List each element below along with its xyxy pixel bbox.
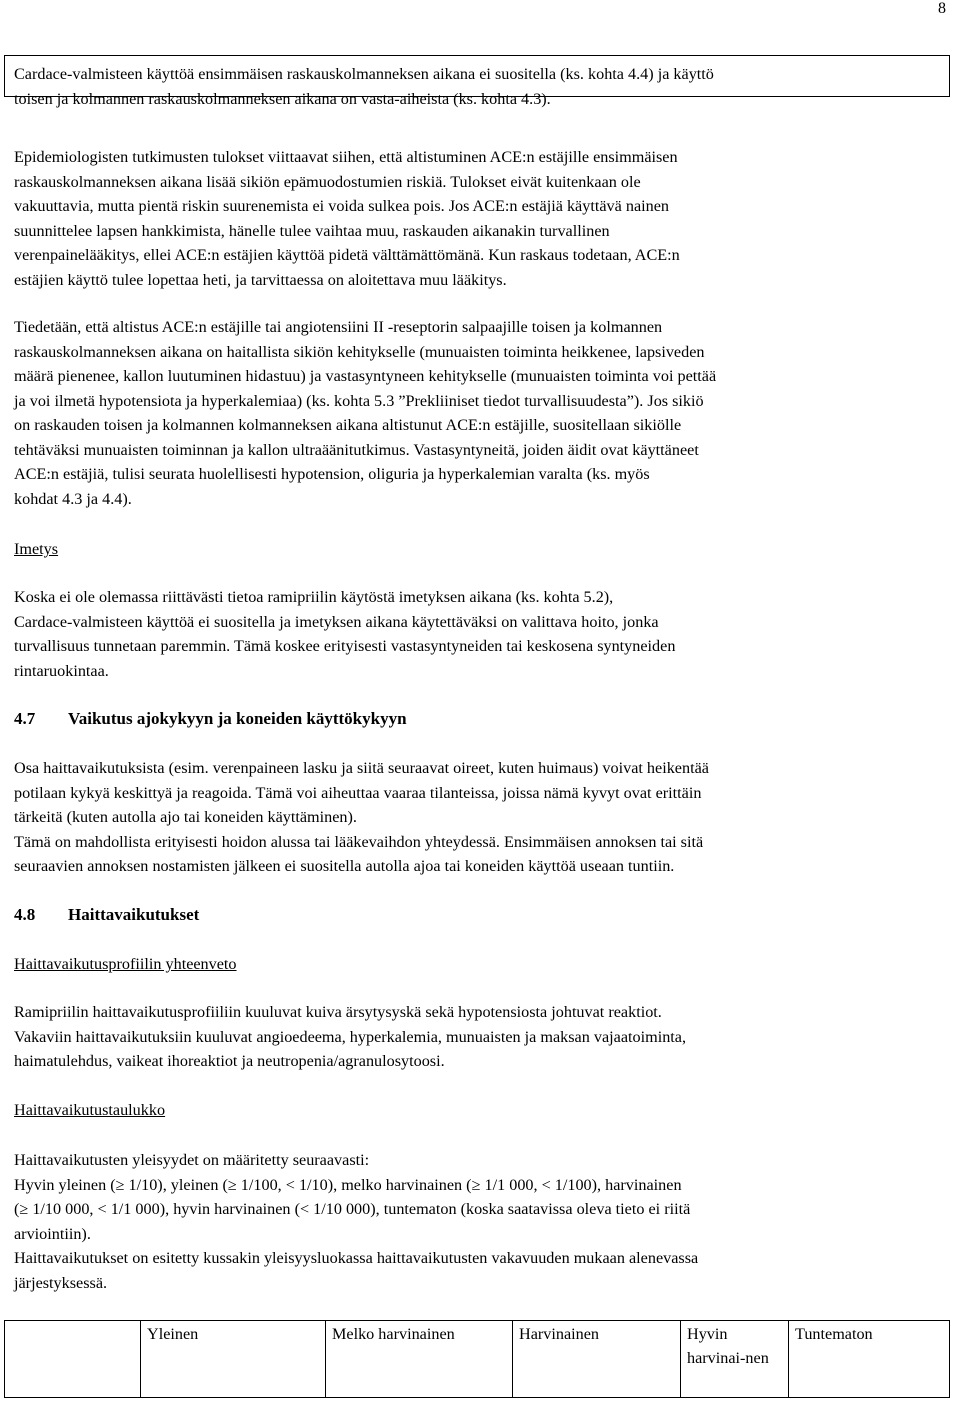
text-line: Epidemiologisten tutkimusten tulokset viittaavat siihen, että altistuminen ACE:n estäjille ensimmäisen <box>14 148 678 166</box>
text-line: Tiedetään, että altistus ACE:n estäjille tai angiotensiini II -reseptorin salpaajille toisen ja kolmannen <box>14 318 663 336</box>
text-line: rintaruokintaa. <box>14 661 109 680</box>
text-line: kohdat 4.3 ja 4.4). <box>14 489 132 508</box>
text-line: Tämä on mahdollista erityisesti hoidon alussa tai lääkevaihdon yhteydessä. Ensimmäisen annoksen tai sitä <box>14 832 704 851</box>
box-line: toisen ja kolmannen raskauskolmanneksen aikana on vasta-aiheista (ks. kohta 4.3). <box>14 89 551 108</box>
text-line: verenpainelääkitys, ellei ACE:n estäjien käyttöä pidetä välttämättömänä. Kun raskaus todetaan, ACE:n <box>14 246 680 264</box>
text-line: Koska ei ole olemassa riittävästi tietoa ramipriilin käytöstä imetyksen aikana (ks. kohta 5.2), <box>14 588 614 606</box>
text-line: potilaan kykyä keskittyä ja reagoida. Tämä voi aiheuttaa vaaraa tilanteissa, joissa nämä kyvyt ovat erittäin <box>14 783 702 802</box>
text-line: Cardace-valmisteen käyttöä ei suositella ja imetyksen aikana käytettäväksi on valittava hoito, jonka <box>14 612 659 631</box>
text-line: Vakaviin haittavaikutuksiin kuuluvat angioedeema, hyperkalemia, munuaisten ja maksan vajaatoiminta, <box>14 1027 687 1046</box>
text-line: Hyvin yleinen (≥ 1/10), yleinen (≥ 1/100, < 1/10), melko harvinainen (≥ 1/1 000, < 1/100), harvinainen <box>14 1175 682 1194</box>
section-heading-4-7 <box>14 707 407 731</box>
section-number: 4.7 <box>14 709 36 728</box>
text-line: haimatulehdus, vaikeat ihoreaktiot ja neutropenia/agranulosytoosi. <box>14 1052 445 1070</box>
text-line: suunnittelee lapsen hankkimista, hänelle tulee vaihtaa muu, raskauden aikanakin turvallinen <box>14 221 610 240</box>
table-header-cell: Tuntematon <box>789 1321 950 1398</box>
summary-paragraph <box>14 1000 942 1074</box>
pregnancy-warning-box <box>4 55 950 108</box>
text-line: estäjien käyttö tulee lopettaa heti, ja tarvittaessa on aloitettava muu lääkitys. <box>14 270 507 289</box>
text-line: ja voi ilmetä hypotensiota ja hyperkalemiaa) (ks. kohta 5.3 ”Prekliiniset tiedot turvallisuudesta”). Jos sikiö <box>14 391 704 410</box>
frequency-paragraph <box>14 1148 942 1295</box>
table-header-cell: Harvinainen <box>513 1321 681 1398</box>
breastfeeding-heading: Imetys <box>14 540 59 558</box>
section-number: 4.8 <box>14 905 36 924</box>
text-line: järjestyksessä. <box>14 1273 108 1292</box>
section-title: Haittavaikutukset <box>68 905 200 924</box>
text-line: määrä pienenee, kallon luutuminen hidastuu) ja vastasyntyneen kehitykselle (munuaisten toiminta voi pettää <box>14 367 717 385</box>
section-heading-4-8 <box>14 903 199 927</box>
text-line: ACE:n estäjiä, tulisi seurata huolellisesti hypotension, oliguria ja hyperkalemian varalta (ks. myös <box>14 465 650 483</box>
table-header-row <box>5 1321 950 1398</box>
text-line: on raskauden toisen ja kolmannen kolmanneksen aikana altistunut ACE:n estäjille, suositellaan sikiölle <box>14 416 682 434</box>
text-line: turvallisuus tunnetaan paremmin. Tämä koskee erityisesti vastasyntyneiden tai keskosena syntyneiden <box>14 637 676 655</box>
text-line: Ramipriilin haittavaikutusprofiiliin kuuluvat kuiva ärsytysyskä sekä hypotensiosta johtuvat reaktiot. <box>14 1003 662 1021</box>
text-line: tärkeitä (kuten autolla ajo tai koneiden käyttäminen). <box>14 808 357 826</box>
frequency-table <box>4 1320 950 1398</box>
table-heading: Haittavaikutustaulukko <box>14 1101 166 1119</box>
epidemiology-paragraph <box>14 145 942 292</box>
text-line: Osa haittavaikutuksista (esim. verenpaineen lasku ja siitä seuraavat oireet, kuten huimaus) voivat heikentää <box>14 759 709 777</box>
exposure-paragraph <box>14 315 942 511</box>
table-header-cell: Yleinen <box>141 1321 326 1398</box>
text-line: raskauskolmanneksen aikana lisää sikiön epämuodostumien riskiä. Tulokset eivät kuitenkaan ole <box>14 172 641 191</box>
summary-heading: Haittavaikutusprofiilin yhteenveto <box>14 955 237 973</box>
table-header-cell: Melko harvinainen <box>326 1321 513 1398</box>
text-line: Haittavaikutukset on esitetty kussakin yleisyysluokassa haittavaikutusten vakavuuden mukaan alenevassa <box>14 1249 699 1267</box>
text-line: vakuuttavia, mutta pientä riskin suurenemista ei voida sulkea pois. Jos ACE:n estäjiä käyttävä nainen <box>14 197 669 215</box>
text-line: seuraavien annoksen nostamisten jälkeen ei suositella autolla ajoa tai koneiden käyttöä useaan tuntiin. <box>14 857 675 875</box>
text-line: Haittavaikutusten yleisyydet on määritetty seuraavasti: <box>14 1151 370 1169</box>
table-header-cell: Hyvin harvinai-nen <box>681 1321 789 1398</box>
page-number: 8 <box>938 0 946 17</box>
text-line: tehtäväksi munuaisten toiminnan ja kallon ultraäänitutkimus. Vastasyntyneitä, joiden äidit ovat käyttäneet <box>14 440 699 459</box>
table-header-cell <box>5 1321 141 1398</box>
breastfeeding-paragraph <box>14 585 942 683</box>
driving-paragraph <box>14 756 942 879</box>
box-line: Cardace-valmisteen käyttöä ensimmäisen raskauskolmanneksen aikana ei suositella (ks. kohta 4.4) ja käyttö <box>14 65 714 83</box>
text-line: arviointiin). <box>14 1224 91 1243</box>
section-title: Vaikutus ajokykyyn ja koneiden käyttökykyyn <box>68 709 407 728</box>
text-line: (≥ 1/10 000, < 1/1 000), hyvin harvinainen (< 1/10 000), tuntematon (koska saatavissa oleva tieto ei riitä <box>14 1200 691 1218</box>
text-line: raskauskolmanneksen aikana on haitallista sikiön kehitykselle (munuaisten toiminta heikkenee, lapsiveden <box>14 342 705 361</box>
